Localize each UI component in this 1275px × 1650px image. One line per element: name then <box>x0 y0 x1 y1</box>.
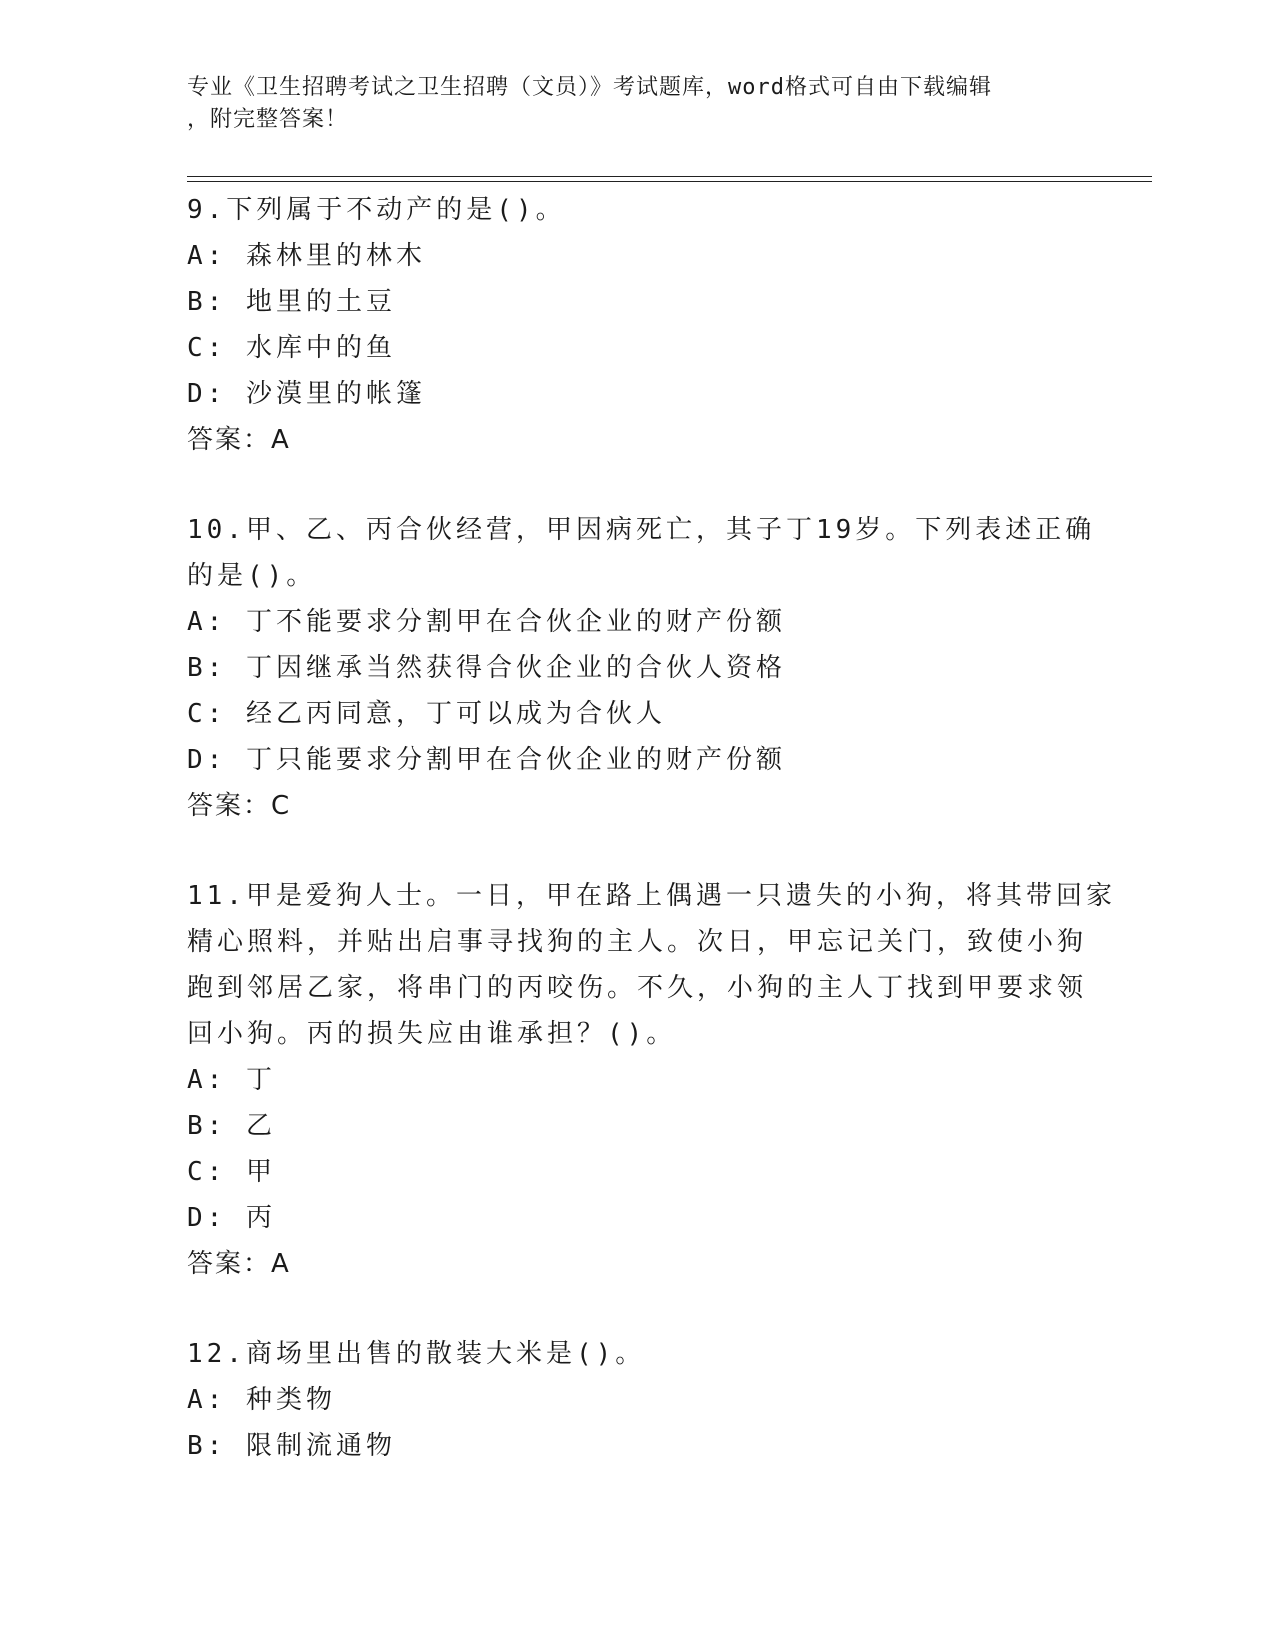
answer-line: 答案：C <box>187 791 292 821</box>
question-stem: 回小狗。丙的损失应由谁承担？()。 <box>187 1019 677 1049</box>
option-c: C: 经乙丙同意，丁可以成为合伙人 <box>187 699 666 729</box>
question-spacer <box>187 1287 1087 1331</box>
header-line-1: 专业《卫生招聘考试之卫生招聘（文员）》考试题库，word格式可自由下载编辑 <box>187 75 992 100</box>
question-stem: 12.商场里出售的散装大米是()。 <box>187 1339 646 1369</box>
option-a: A: 种类物 <box>187 1385 336 1415</box>
document-header <box>187 72 1087 136</box>
option-d: D: 丁只能要求分割甲在合伙企业的财产份额 <box>187 745 786 775</box>
option-c: C: 甲 <box>187 1157 276 1187</box>
header-line-2: ，附完整答案！ <box>187 107 349 132</box>
option-d: D: 丙 <box>187 1203 276 1233</box>
question-stem: 10.甲、乙、丙合伙经营，甲因病死亡，其子丁19岁。下列表述正确 <box>187 515 1096 545</box>
header-divider-bottom <box>187 181 1152 182</box>
question-stem: 的是()。 <box>187 561 317 591</box>
option-a: A: 丁 <box>187 1065 276 1095</box>
question-stem: 11.甲是爱狗人士。一日，甲在路上偶遇一只遗失的小狗，将其带回家 <box>187 881 1116 911</box>
question-stem: 9.下列属于不动产的是()。 <box>187 195 566 225</box>
question-block <box>187 1331 1087 1469</box>
question-block <box>187 187 1087 463</box>
answer-line: 答案：A <box>187 1249 291 1279</box>
option-c: C: 水库中的鱼 <box>187 333 396 363</box>
option-a: A: 丁不能要求分割甲在合伙企业的财产份额 <box>187 607 786 637</box>
option-b: B: 限制流通物 <box>187 1431 396 1461</box>
question-block <box>187 873 1116 1287</box>
header-divider-top <box>187 176 1152 177</box>
question-spacer <box>187 463 1087 507</box>
answer-line: 答案：A <box>187 425 291 455</box>
option-b: B: 地里的土豆 <box>187 287 396 317</box>
question-stem: 跑到邻居乙家，将串门的丙咬伤。不久，小狗的主人丁找到甲要求领 <box>187 973 1088 1003</box>
question-stem: 精心照料，并贴出启事寻找狗的主人。次日，甲忘记关门，致使小狗 <box>187 927 1088 957</box>
option-a: A: 森林里的林木 <box>187 241 426 271</box>
question-spacer <box>187 829 1087 873</box>
option-b: B: 乙 <box>187 1111 276 1141</box>
question-list <box>187 187 1116 1469</box>
question-block <box>187 507 1096 829</box>
option-b: B: 丁因继承当然获得合伙企业的合伙人资格 <box>187 653 786 683</box>
option-d: D: 沙漠里的帐篷 <box>187 379 426 409</box>
